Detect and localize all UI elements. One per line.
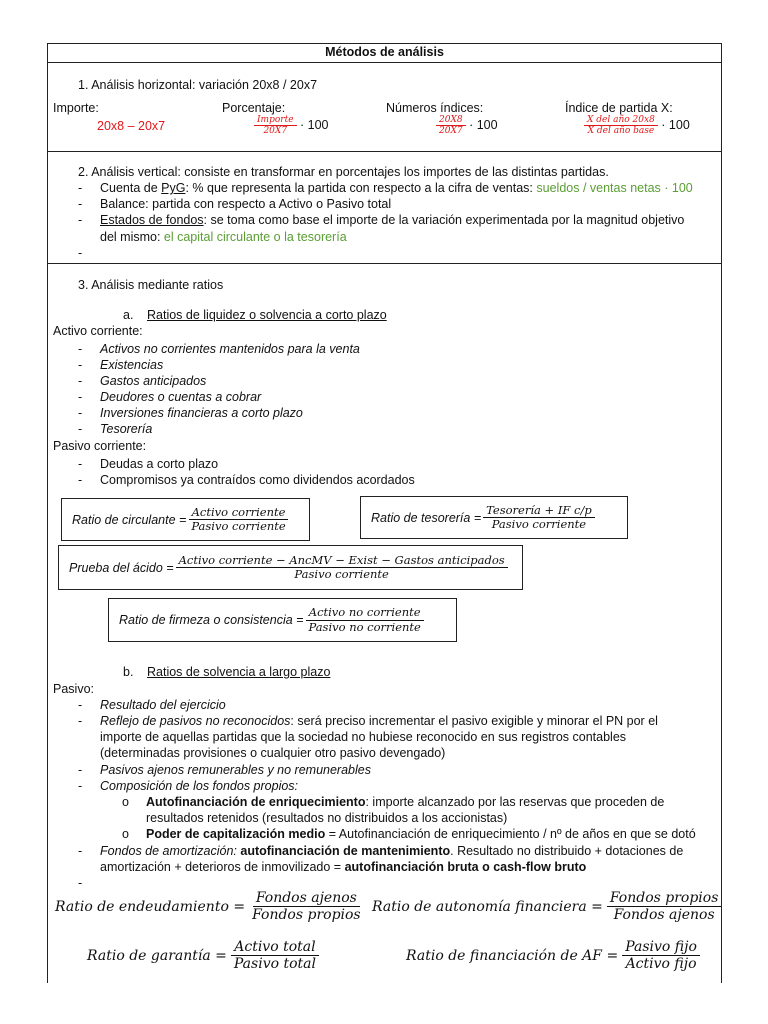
dash: - bbox=[78, 406, 83, 420]
ratio-firmeza-box: Ratio de firmeza o consistencia = $\frac{\text{Activo no corriente}}{\text{Pasivo no corriente}}$ bbox=[108, 598, 457, 642]
ratio-financiacion: Ratio de financiación de AF = $\frac{\text{Pasivo fijo}}{\text{Activo fijo}}$ bbox=[406, 939, 700, 972]
dash: - bbox=[78, 779, 83, 793]
porcentaje-formula bbox=[254, 115, 329, 137]
porcentaje-den: 20X7 bbox=[263, 126, 288, 137]
s2-heading: 2. Análisis vertical: consiste en transformar en porcentajes los importes de las distintas partidas. bbox=[78, 165, 609, 179]
importe-value: 20x8 – 20x7 bbox=[97, 119, 166, 133]
fondos-line-2: del mismo: el capital circulante o la tesorería bbox=[100, 230, 347, 244]
fondos-line: Estados de fondos: se toma como base el importe de la variación experimentada por la magnitud objetivo bbox=[100, 213, 685, 227]
bullet-circle: o bbox=[122, 795, 129, 809]
dash: - bbox=[78, 374, 83, 388]
porcentaje-label: Porcentaje: bbox=[222, 101, 286, 115]
dash: - bbox=[78, 876, 83, 890]
sub-autofinanciacion-l2: resultados retenidos (resultados no distribuidos a los accionistas) bbox=[146, 811, 508, 825]
pasivo-item-composicion: Composición de los fondos propios: bbox=[100, 779, 299, 793]
dash: - bbox=[78, 246, 83, 260]
list-item: Gastos anticipados bbox=[100, 374, 207, 388]
page-title: Métodos de análisis bbox=[325, 45, 444, 59]
b-title: Ratios de solvencia a largo plazo bbox=[147, 665, 331, 679]
pasivo-title: Pasivo: bbox=[53, 682, 94, 696]
dash: - bbox=[78, 197, 83, 211]
a-title: Ratios de liquidez o solvencia a corto plazo bbox=[147, 308, 387, 322]
dash: - bbox=[78, 457, 83, 471]
dash: - bbox=[78, 213, 83, 227]
indice-partida-num: X del año 20x8 bbox=[584, 115, 658, 126]
table-border-right bbox=[721, 43, 722, 983]
dash: - bbox=[78, 181, 83, 195]
section-divider-1 bbox=[47, 151, 722, 152]
indice-partida-formula bbox=[584, 115, 690, 137]
dash: - bbox=[78, 698, 83, 712]
dash: - bbox=[78, 473, 83, 487]
ratio-endeudamiento: Ratio de endeudamiento = $\frac{\text{Fondos ajenos}}{\text{Fondos propios}}$ bbox=[55, 890, 361, 924]
pasivo-item-resultado: Resultado del ejercicio bbox=[100, 698, 226, 712]
prueba-acido-box: Prueba del ácido = $\frac{\text{Activo corriente − AncMV − Exist − Gastos anticipados}}{\text{Pasivo corriente}}$ bbox=[58, 545, 523, 590]
indice-partida-den: X del año base bbox=[587, 126, 655, 137]
pyg-line: Cuenta de PyG: % que representa la partida con respecto a la cifra de ventas: sueldos / ventas netas · 100 bbox=[100, 181, 693, 195]
sub-capitalizacion: Poder de capitalización medio = Autofinanciación de enriquecimiento / nº de años en que se dotó bbox=[146, 827, 696, 841]
indice-partida-label: Índice de partida X: bbox=[565, 101, 673, 115]
ratio-tesoreria-box: Ratio de tesorería = $\frac{\text{Tesorería + IF c/p}}{\text{Pasivo corriente}}$ bbox=[360, 496, 628, 539]
table-border-top bbox=[47, 43, 722, 44]
porcentaje-tail: · 100 bbox=[300, 118, 329, 133]
indices-den: 20X7 bbox=[439, 126, 463, 137]
b-label: b. bbox=[123, 665, 134, 679]
indices-formula bbox=[436, 115, 498, 137]
ratio-autonomia: Ratio de autonomía financiera = $\frac{\text{Fondos propios}}{\text{Fondos ajenos}}$ bbox=[372, 890, 721, 923]
list-item: Inversiones financieras a corto plazo bbox=[100, 406, 303, 420]
pyg-formula: sueldos / ventas netas · 100 bbox=[536, 181, 693, 195]
indice-partida-tail: · 100 bbox=[661, 118, 690, 133]
a-label: a. bbox=[123, 308, 134, 322]
dash: - bbox=[78, 763, 83, 777]
pasivo-item-reflejo-l2: importe de aquellas partidas que la sociedad no hubiese reconocido en sus registros contables bbox=[100, 730, 627, 744]
pasivo-item-reflejo-l3: (determinadas provisiones o cualquier otro pasivo devengado) bbox=[100, 746, 446, 760]
indices-tail: · 100 bbox=[469, 118, 498, 133]
list-item: Existencias bbox=[100, 358, 164, 372]
sub-autofinanciacion: Autofinanciación de enriquecimiento: importe alcanzado por las reservas que proceden de bbox=[146, 795, 665, 809]
title-divider bbox=[47, 62, 722, 63]
pasivo-corriente-title: Pasivo corriente: bbox=[53, 439, 147, 453]
pasivo-item-fondos-amort-l2: amortización + deterioros de inmovilizado = autofinanciación bruta o cash-flow bruto bbox=[100, 860, 587, 874]
list-item: Compromisos ya contraídos como dividendos acordados bbox=[100, 473, 415, 487]
porcentaje-num: Importe bbox=[254, 115, 297, 126]
ratio-garantia: Ratio de garantía = $\frac{\text{Activo total}}{\text{Pasivo total}}$ bbox=[87, 939, 319, 972]
activo-corriente-title: Activo corriente: bbox=[53, 324, 143, 338]
dash: - bbox=[78, 358, 83, 372]
s1-heading: 1. Análisis horizontal: variación 20x8 / 20x7 bbox=[78, 78, 318, 92]
bullet-circle: o bbox=[122, 827, 129, 841]
indices-label: Números índices: bbox=[386, 101, 484, 115]
dash: - bbox=[78, 844, 83, 858]
table-border-left bbox=[47, 43, 48, 983]
list-item: Tesorería bbox=[100, 422, 153, 436]
indices-num: 20X8 bbox=[436, 115, 466, 126]
list-item: Activos no corrientes mantenidos para la venta bbox=[100, 342, 360, 356]
ratio-circulante-box: Ratio de circulante = $\frac{\text{Activo corriente}}{\text{Pasivo corriente}}$ bbox=[61, 498, 310, 541]
pasivo-item-ajenos: Pasivos ajenos remunerables y no remunerables bbox=[100, 763, 371, 777]
balance-line: Balance: partida con respecto a Activo o Pasivo total bbox=[100, 197, 392, 211]
dash: - bbox=[78, 714, 83, 728]
dash: - bbox=[78, 390, 83, 404]
pasivo-item-reflejo: Reflejo de pasivos no reconocidos: será preciso incrementar el pasivo exigible y minorar el PN por el bbox=[100, 714, 658, 728]
list-item: Deudores o cuentas a cobrar bbox=[100, 390, 262, 404]
dash: - bbox=[78, 422, 83, 436]
importe-label: Importe: bbox=[53, 101, 99, 115]
list-item: Deudas a corto plazo bbox=[100, 457, 219, 471]
s3-heading: 3. Análisis mediante ratios bbox=[78, 278, 224, 292]
dash: - bbox=[78, 342, 83, 356]
section-divider-2 bbox=[47, 263, 722, 264]
pasivo-item-fondos-amort: Fondos de amortización: autofinanciación de mantenimiento. Resultado no distribuido + dotaciones de bbox=[100, 844, 684, 858]
